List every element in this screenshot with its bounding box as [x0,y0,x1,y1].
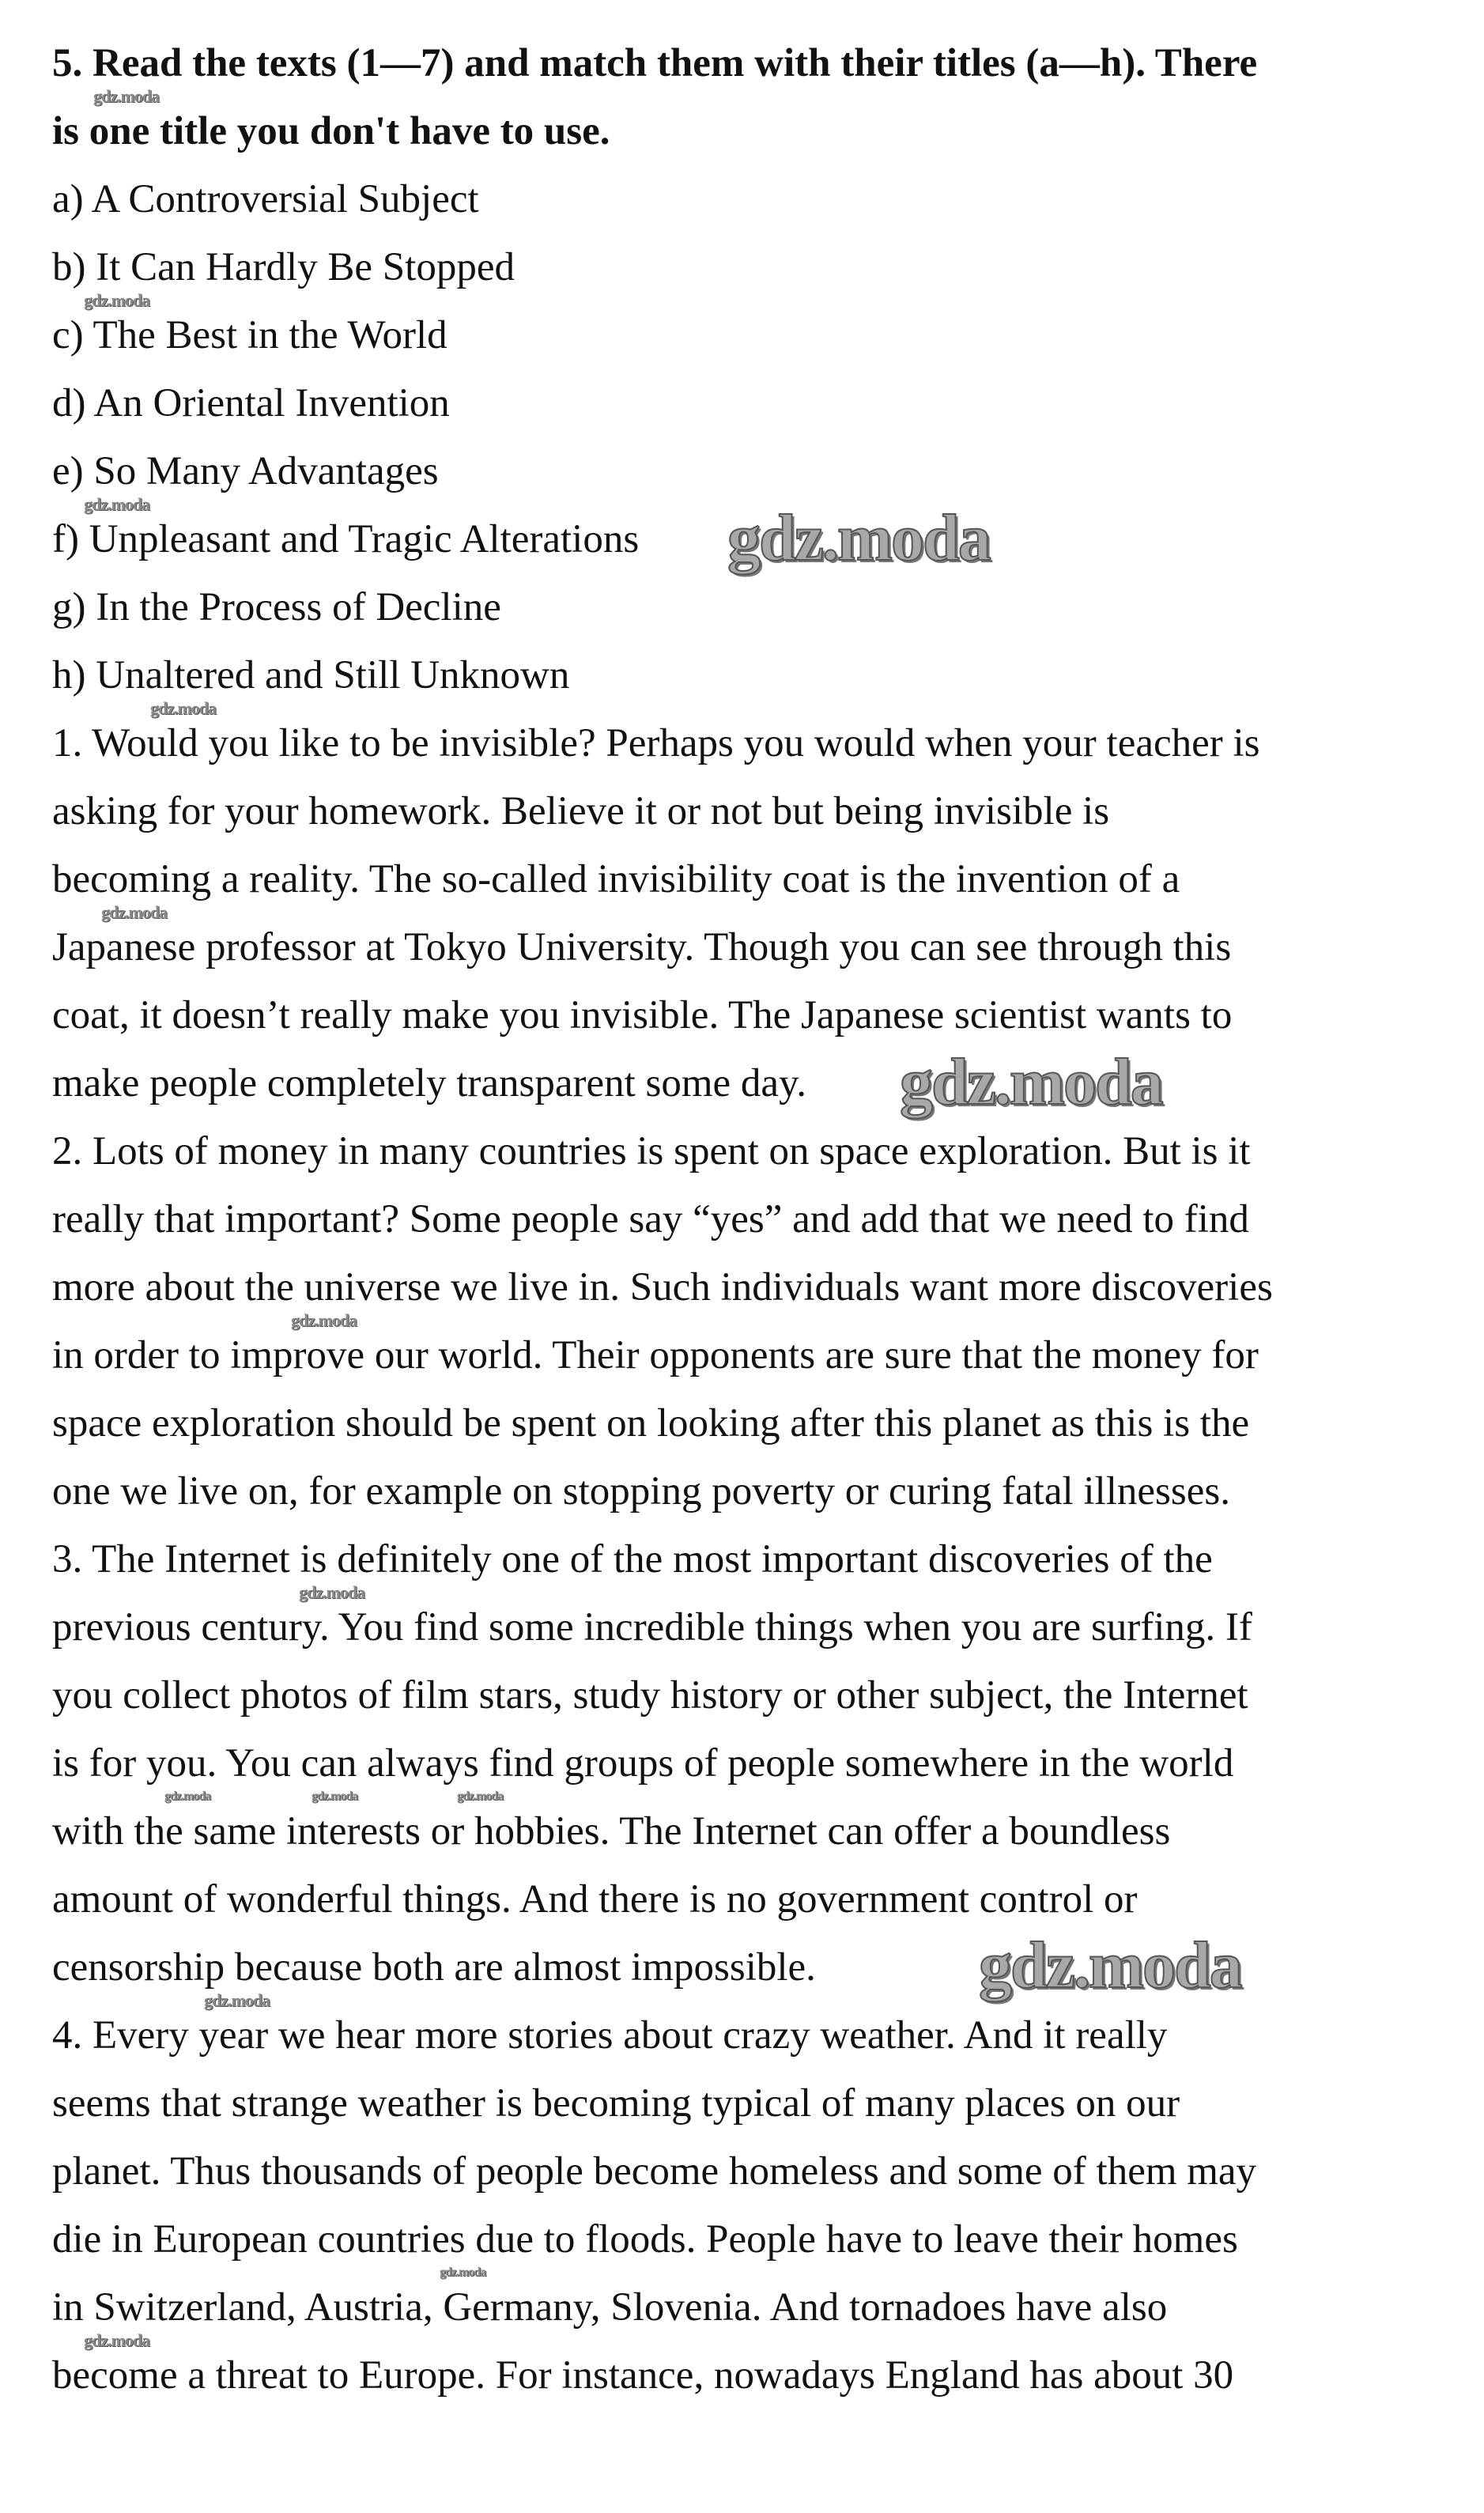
watermark: gdz.moda [93,86,160,106]
text-line: space exploration should be spent on looking after this planet as this is the [52,1401,1250,1445]
title-option: f) Unpleasant and Tragic Alterations [52,517,640,561]
text-line: 1. Would you like to be invisible? Perhaps you would when your teacher is [52,721,1260,765]
title-option: b) It Can Hardly Be Stopped [52,245,515,289]
watermark: gdz.moda [457,1789,504,1803]
watermark: gdz.moda [164,1789,211,1803]
text-line: more about the universe we live in. Such individuals want more discoveries [52,1265,1273,1309]
watermark-large: gdz.moda [979,1929,1241,2002]
task-heading-line: 5. Read the texts (1—7) and match them with their titles (a—h). There [52,41,1258,85]
title-option: a) A Controversial Subject [52,177,479,221]
text-line: coat, it doesn’t really make you invisible. The Japanese scientist wants to [52,993,1233,1037]
title-option: h) Unaltered and Still Unknown [52,653,570,697]
watermark: gdz.moda [84,494,150,514]
text-line: previous century. You find some incredible things when you are surfing. If [52,1605,1252,1650]
title-option: e) So Many Advantages [52,449,439,493]
text-line: in order to improve our world. Their opponents are sure that the money for [52,1333,1259,1377]
text-line: Japanese professor at Tokyo University. Though you can see through this [52,925,1232,969]
text-line: 4. Every year we hear more stories about crazy weather. And it really [52,2013,1168,2058]
watermark: gdz.moda [150,698,217,718]
text-line: asking for your homework. Believe it or not but being invisible is [52,789,1110,833]
text-line: become a threat to Europe. For instance, nowadays England has about 30 [52,2353,1234,2398]
watermark-large: gdz.moda [900,1045,1162,1119]
text-line: make people completely transparent some day. [52,1061,807,1105]
text-line: becoming a reality. The so-called invisibility coat is the invention of a [52,857,1180,901]
text-line: seems that strange weather is becoming typical of many places on our [52,2081,1180,2126]
watermark: gdz.moda [312,1789,358,1803]
text-line: 3. The Internet is definitely one of the most important discoveries of the [52,1537,1213,1581]
text-line: with the same interests or hobbies. The Internet can offer a boundless [52,1809,1171,1854]
watermark-large: gdz.moda [727,501,990,575]
text-line: in Switzerland, Austria, Germany, Slovenia. And tornadoes have also [52,2285,1168,2330]
text-line: planet. Thus thousands of people become homeless and some of them may [52,2149,1257,2194]
watermark: gdz.moda [299,1582,365,1602]
text-line: die in European countries due to floods. People have to leave their homes [52,2217,1238,2262]
text-line: you collect photos of film stars, study history or other subject, the Internet [52,1673,1248,1718]
watermark: gdz.moda [440,2265,486,2279]
text-line: is for you. You can always find groups of people somewhere in the world [52,1741,1234,1786]
watermark: gdz.moda [84,2330,150,2350]
task-heading-line: is one title you don't have to use. [52,109,610,153]
text-line: one we live on, for example on stopping poverty or curing fatal illnesses. [52,1469,1230,1513]
watermark: gdz.moda [204,1990,270,2010]
text-line: really that important? Some people say “yes” and add that we need to find [52,1197,1249,1241]
title-option: d) An Oriental Invention [52,381,450,425]
text-line: censorship because both are almost impossible. [52,1945,816,1990]
watermark: gdz.moda [291,1310,357,1330]
exercise-page [52,29,1459,2409]
title-option: g) In the Process of Decline [52,585,501,629]
text-line: 2. Lots of money in many countries is spent on space exploration. But is it [52,1129,1251,1173]
title-option: c) The Best in the World [52,313,447,357]
watermark: gdz.moda [84,290,150,310]
watermark: gdz.moda [101,902,168,922]
text-line: amount of wonderful things. And there is no government control or [52,1877,1138,1922]
